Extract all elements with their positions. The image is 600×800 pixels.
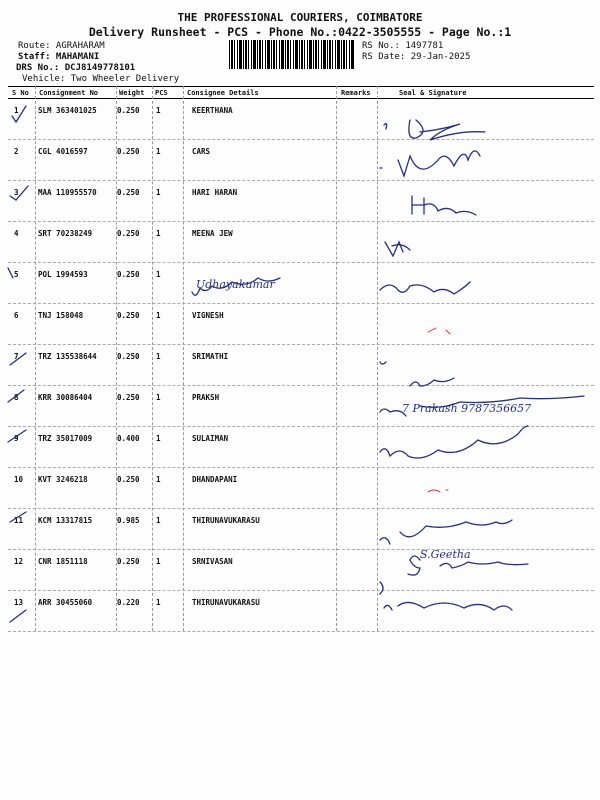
table-row xyxy=(8,468,594,509)
row-pcs: 1 xyxy=(156,270,161,279)
row-pcs: 1 xyxy=(156,229,161,238)
row-consignee: PRAKSH xyxy=(192,393,220,402)
route-label: Route: AGRAHARAM xyxy=(18,41,105,51)
row-weight: 0.250 xyxy=(117,393,140,402)
drs-number: DRS No.: DCJ8149778101 xyxy=(16,63,136,73)
row-weight: 0.985 xyxy=(117,516,140,525)
col-header-seal: Seal & Signature xyxy=(399,89,467,97)
row-consignment: CGL 4016597 xyxy=(38,147,88,156)
row-consignee: DHANDAPANI xyxy=(192,475,238,484)
row-consignee: SULAIMAN xyxy=(192,434,229,443)
row-consignee: THIRUNAVUKARASU xyxy=(192,598,260,607)
col-header-weight: Weight xyxy=(119,89,145,97)
row-consignment: KVT 3246218 xyxy=(38,475,88,484)
table-row xyxy=(8,304,594,345)
row-sno: 13 xyxy=(14,598,24,607)
table-row xyxy=(8,591,594,632)
row-weight: 0.250 xyxy=(117,188,140,197)
row-pcs: 1 xyxy=(156,598,161,607)
row-sno: 4 xyxy=(14,229,19,238)
col-header-consignee: Consignee Details xyxy=(187,89,259,97)
row-consignee: MEENA JEW xyxy=(192,229,233,238)
row-consignment: TRZ 135538644 xyxy=(38,352,97,361)
row-weight: 0.250 xyxy=(117,106,140,115)
runsheet-subtitle: Delivery Runsheet - PCS - Phone No.:0422-3505555 - Page No.:1 xyxy=(88,25,512,39)
row-weight: 0.250 xyxy=(117,229,140,238)
handwritten-signature-name: S.Geetha xyxy=(420,548,471,561)
table-row xyxy=(8,509,594,550)
row-consignee: CARS xyxy=(192,147,211,156)
row-consignment: TNJ 158048 xyxy=(38,311,84,320)
row-pcs: 1 xyxy=(156,106,161,115)
row-consignee: VIGNESH xyxy=(192,311,224,320)
row-sno: 9 xyxy=(14,434,19,443)
row-consignment: ARR 30455060 xyxy=(38,598,93,607)
row-pcs: 1 xyxy=(156,475,161,484)
header-top-rule xyxy=(8,86,594,87)
table-row xyxy=(8,222,594,263)
table-row xyxy=(8,263,594,304)
row-consignment: SLM 363401025 xyxy=(38,106,97,115)
row-weight: 0.400 xyxy=(117,434,140,443)
row-pcs: 1 xyxy=(156,516,161,525)
handwritten-phone: 7 Prakash 9787356657 xyxy=(402,402,532,415)
col-header-consignment: Consignment No xyxy=(39,89,99,97)
row-sno: 11 xyxy=(14,516,24,525)
row-consignee: THIRUNAVUKARASU xyxy=(192,516,260,525)
row-sno: 6 xyxy=(14,311,19,320)
row-weight: 0.220 xyxy=(117,598,140,607)
row-sno: 2 xyxy=(14,147,19,156)
row-consignment: CNR 1851118 xyxy=(38,557,88,566)
row-weight: 0.250 xyxy=(117,475,140,484)
vehicle-label: Vehicle: Two Wheeler Delivery xyxy=(22,74,180,84)
rs-date: RS Date: 29-Jan-2025 xyxy=(362,52,471,62)
staff-label: Staff: MAHAMANI xyxy=(18,52,100,62)
barcode xyxy=(229,40,355,69)
row-consignment: POL 1994593 xyxy=(38,270,88,279)
row-consignment: MAA 110955570 xyxy=(38,188,97,197)
row-sno: 1 xyxy=(14,106,19,115)
table-row xyxy=(8,140,594,181)
handwritten-name: Udhayakumar xyxy=(196,278,275,291)
row-pcs: 1 xyxy=(156,188,161,197)
row-sno: 12 xyxy=(14,557,24,566)
row-weight: 0.250 xyxy=(117,147,140,156)
row-weight: 0.250 xyxy=(117,557,140,566)
row-pcs: 1 xyxy=(156,311,161,320)
row-consignment: KRR 30086404 xyxy=(38,393,93,402)
row-pcs: 1 xyxy=(156,352,161,361)
table-row xyxy=(8,181,594,222)
row-consignee: KEERTHANA xyxy=(192,106,233,115)
row-sno: 7 xyxy=(14,352,19,361)
row-sno: 3 xyxy=(14,188,19,197)
company-title: THE PROFESSIONAL COURIERS, COIMBATORE xyxy=(177,11,423,24)
table-row xyxy=(8,99,594,140)
col-header-remarks: Remarks xyxy=(341,89,371,97)
row-consignee: HARI HARAN xyxy=(192,188,238,197)
row-weight: 0.250 xyxy=(117,352,140,361)
row-pcs: 1 xyxy=(156,147,161,156)
table-row xyxy=(8,345,594,386)
row-weight: 0.250 xyxy=(117,311,140,320)
row-pcs: 1 xyxy=(156,557,161,566)
table-row xyxy=(8,427,594,468)
row-pcs: 1 xyxy=(156,434,161,443)
row-consignee: SRIMATHI xyxy=(192,352,229,361)
row-pcs: 1 xyxy=(156,393,161,402)
row-sno: 10 xyxy=(14,475,24,484)
row-consignee: SRNIVASAN xyxy=(192,557,233,566)
row-consignment: KCM 13317815 xyxy=(38,516,93,525)
col-header-sno: S No xyxy=(12,89,29,97)
row-consignment: SRT 70238249 xyxy=(38,229,93,238)
rs-number: RS No.: 1497781 xyxy=(362,41,444,51)
table-row xyxy=(8,550,594,591)
row-sno: 8 xyxy=(14,393,19,402)
col-header-pcs: PCS xyxy=(155,89,168,97)
row-weight: 0.250 xyxy=(117,270,140,279)
row-consignment: TRZ 35017009 xyxy=(38,434,93,443)
row-sno: 5 xyxy=(14,270,19,279)
